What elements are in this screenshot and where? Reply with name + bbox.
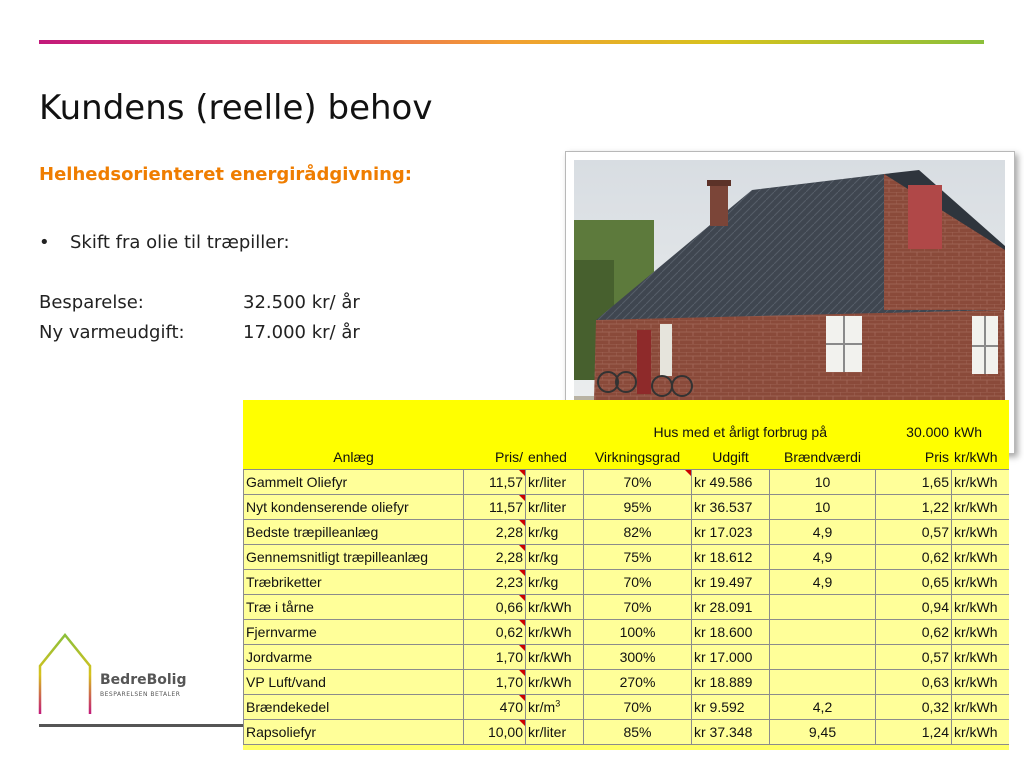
cell-text: kr 19.497 [694,574,753,590]
cell-text: Træ i tårne [246,599,314,615]
table-cell[interactable] [876,520,952,545]
table-cell[interactable] [876,695,952,720]
cell-text: Jordvarme [246,649,313,665]
table-cell[interactable] [952,520,1010,545]
heating-cost-row [39,322,360,343]
table-cell[interactable] [584,645,692,670]
header-cell: Anlæg [244,445,464,470]
header-cell: kr/kWh [952,445,1010,470]
cell-text: 4,9 [812,524,833,540]
banner-label: Hus med et årligt forbrug på [244,401,876,445]
cell-text: kr 17.023 [694,524,753,540]
table-row [244,695,1010,720]
cell-text: Rapsoliefyr [246,724,317,740]
cell-text: 2,28 [495,524,523,540]
table-cell[interactable] [952,695,1010,720]
cell-text: kr/kWh [954,724,998,740]
table-cell[interactable] [584,520,692,545]
table-cell[interactable] [584,695,692,720]
cell-text: Bedste træpilleanlæg [246,524,379,540]
table-cell[interactable] [244,520,464,545]
table-cell[interactable] [692,495,770,520]
cell-text: 4,9 [812,574,833,590]
table-row [244,720,1010,745]
cell-text: 70% [623,574,652,590]
table-cell[interactable] [244,495,464,520]
savings-row [39,292,360,313]
table-cell[interactable] [244,720,464,745]
cell-text: kr/kWh [954,699,998,715]
cell-text: 300% [619,649,656,665]
cell-text: kr 36.537 [694,499,753,515]
savings-label: Besparelse: [39,292,144,313]
cell-text: Gammelt Oliefyr [246,474,348,490]
table-cell[interactable] [464,570,526,595]
cell-text: kr/kWh [954,674,998,690]
table-row [244,670,1010,695]
cell-text: 0,66 [495,599,523,615]
cell-text: kr/m [528,699,556,715]
cell-text: 0,57 [921,524,949,540]
table-row [244,620,1010,645]
header-cell: Brændværdi [770,445,876,470]
table-cell[interactable] [952,470,1010,495]
header-cell: Udgift [692,445,770,470]
table-cell[interactable] [526,470,584,495]
cell-text: kr 49.586 [694,474,753,490]
table-cell[interactable] [692,620,770,645]
cell-text: 0,62 [495,624,523,640]
heating-cost-value: 17.000 kr/ år [243,322,360,343]
cell-text: Nyt kondenserende oliefyr [246,499,409,515]
cell-text: 1,70 [495,674,523,690]
cell-text: kr/kWh [954,574,998,590]
cell-text: 70% [623,474,652,490]
table-cell[interactable] [584,470,692,495]
cell-text: 2,23 [495,574,523,590]
cell-text: 70% [623,599,652,615]
banner-value: 30.000 [876,401,952,445]
table-cell[interactable] [876,620,952,645]
cell-text: kr/liter [528,724,567,740]
header-cell: enhed [526,445,584,470]
cell-text: kr 9.592 [694,699,745,715]
table-cell[interactable] [584,570,692,595]
cell-text: VP Luft/vand [246,674,326,690]
table-cell[interactable] [584,620,692,645]
logo-name: BedreBolig [100,672,187,688]
table-row [244,520,1010,545]
table-cell[interactable] [952,495,1010,520]
cell-text: 4,9 [812,549,833,565]
cell-text: 11,57 [489,474,523,490]
cell-text: kr/kg [528,574,559,590]
table-cell[interactable] [526,620,584,645]
cell-text: kr/kWh [954,649,998,665]
table-cell[interactable] [526,570,584,595]
cell-text: kr/kWh [954,474,998,490]
energy-price-table [243,400,1009,745]
table-cell[interactable] [876,595,952,620]
table-cell[interactable] [584,495,692,520]
table-cell[interactable] [952,595,1010,620]
table-cell[interactable] [526,520,584,545]
cell-text: kr 28.091 [694,599,753,615]
cell-text: kr 18.612 [694,549,753,565]
table-cell[interactable] [526,595,584,620]
cell-text: kr 17.000 [694,649,753,665]
cell-text: 95% [623,499,652,515]
cell-text: 11,57 [489,499,523,515]
table-cell[interactable] [584,670,692,695]
table-cell[interactable] [770,720,876,745]
footer-rule [39,724,244,727]
table-cell[interactable] [526,545,584,570]
bullet-dot-icon: • [39,232,50,253]
cell-text: kr/kWh [954,599,998,615]
cell-text: 2,28 [495,549,523,565]
table-cell[interactable] [464,645,526,670]
table-cell[interactable] [770,470,876,495]
table-cell[interactable] [770,595,876,620]
cell-text: 10 [814,499,831,515]
table-cell[interactable] [526,695,584,720]
table-cell[interactable] [244,670,464,695]
cell-text: 100% [619,624,656,640]
cell-text: 10 [814,474,831,490]
table-cell[interactable] [770,695,876,720]
cell-text: 270% [619,674,656,690]
cell-text: kr 37.348 [694,724,753,740]
cell-text: 85% [623,724,652,740]
cell-text: kr/kWh [528,674,572,690]
table-cell[interactable] [244,470,464,495]
table-cell[interactable] [876,470,952,495]
cell-text: 82% [623,524,652,540]
cell-text: 9,45 [808,724,837,740]
energy-price-spreadsheet [243,400,1009,750]
table-body [244,470,1010,745]
cell-text: kr/kWh [954,524,998,540]
table-cell[interactable] [464,695,526,720]
table-cell[interactable] [692,645,770,670]
table-cell[interactable] [692,470,770,495]
table-cell[interactable] [464,670,526,695]
table-cell[interactable] [464,545,526,570]
table-cell[interactable] [526,720,584,745]
cell-text: kr/kWh [528,599,572,615]
table-cell[interactable] [770,495,876,520]
cell-text: kr/liter [528,474,567,490]
cell-text: Fjernvarme [246,624,317,640]
table-cell[interactable] [692,595,770,620]
cell-text: Gennemsnitligt træpilleanlæg [246,549,429,565]
table-cell[interactable] [770,645,876,670]
table-cell[interactable] [464,720,526,745]
table-row [244,495,1010,520]
savings-value: 32.500 kr/ år [243,292,360,313]
bullet-text: Skift fra olie til træpiller: [70,232,290,253]
table-cell[interactable] [464,620,526,645]
table-cell[interactable] [244,595,464,620]
cell-text: kr/kWh [528,649,572,665]
cell-text: 0,94 [921,599,949,615]
table-cell[interactable] [526,670,584,695]
cell-text: 1,70 [495,649,523,665]
cell-text: Brændekedel [246,699,330,715]
table-cell[interactable] [692,720,770,745]
table-cell[interactable] [952,670,1010,695]
cell-text: kr/liter [528,499,567,515]
table-cell[interactable] [584,545,692,570]
cell-text: kr/kg [528,549,559,565]
slide-title: Kundens (reelle) behov [39,88,433,128]
header-row [244,445,1010,470]
cell-text: 4,2 [812,699,833,715]
cell-text: 0,65 [921,574,949,590]
cell-text: kr/kWh [954,549,998,565]
cell-text: 0,63 [921,674,949,690]
table-cell[interactable] [770,545,876,570]
table-cell[interactable] [692,695,770,720]
table-cell[interactable] [876,495,952,520]
cell-text: 1,65 [921,474,949,490]
cell-text: kr/kWh [528,624,572,640]
table-cell[interactable] [584,720,692,745]
banner-unit: kWh [952,401,1010,445]
table-cell[interactable] [952,720,1010,745]
slide-subtitle: Helhedsorienteret energirådgivning: [39,164,413,185]
table-cell[interactable] [770,620,876,645]
table-cell[interactable] [244,695,464,720]
table-cell[interactable] [692,570,770,595]
table-cell[interactable] [692,520,770,545]
table-row [244,545,1010,570]
cell-text: 470 [499,699,523,715]
cell-text: 75% [623,549,652,565]
table-cell[interactable] [526,645,584,670]
cell-text: kr/kg [528,524,559,540]
table-row [244,470,1010,495]
table-cell[interactable] [244,645,464,670]
table-cell[interactable] [876,545,952,570]
cell-text: 1,24 [921,724,949,740]
table-cell[interactable] [770,570,876,595]
table-cell[interactable] [952,545,1010,570]
table-row [244,595,1010,620]
table-cell[interactable] [876,720,952,745]
cell-text: kr 18.600 [694,624,753,640]
cell-text: 1,22 [921,499,949,515]
banner-row [244,401,1010,445]
cell-text: kr/kWh [954,499,998,515]
table-cell[interactable] [876,570,952,595]
table-cell[interactable] [770,520,876,545]
cell-text: kr/kWh [954,624,998,640]
table-row [244,645,1010,670]
table-cell[interactable] [464,520,526,545]
cell-text: 0,62 [921,549,949,565]
table-cell[interactable] [244,570,464,595]
table-cell[interactable] [876,670,952,695]
cell-text: Træbriketter [246,574,322,590]
table-cell[interactable] [692,545,770,570]
table-cell[interactable] [244,620,464,645]
header-cell: Virkningsgrad [584,445,692,470]
table-cell[interactable] [770,670,876,695]
table-cell[interactable] [464,595,526,620]
table-cell[interactable] [952,570,1010,595]
logo-tagline: BESPARELSEN BETALER [100,691,181,698]
header-cell: Pris [876,445,952,470]
bullet-item [39,232,290,253]
table-cell[interactable] [952,645,1010,670]
cell-text: kr 18.889 [694,674,753,690]
header-cell: Pris/ [464,445,526,470]
unit-superscript: 3 [555,698,561,709]
cell-text: 0,32 [921,699,949,715]
gradient-rule [39,40,984,44]
table-cell[interactable] [584,595,692,620]
cell-text: 0,57 [921,649,949,665]
table-cell[interactable] [464,495,526,520]
table-cell[interactable] [464,470,526,495]
cell-text: 0,62 [921,624,949,640]
table-cell[interactable] [692,670,770,695]
heating-cost-label: Ny varmeudgift: [39,322,185,343]
table-cell[interactable] [526,495,584,520]
table-cell[interactable] [952,620,1010,645]
cell-text: 10,00 [487,724,523,740]
table-cell[interactable] [244,545,464,570]
table-cell[interactable] [876,645,952,670]
cell-text: 70% [623,699,652,715]
table-row [244,570,1010,595]
